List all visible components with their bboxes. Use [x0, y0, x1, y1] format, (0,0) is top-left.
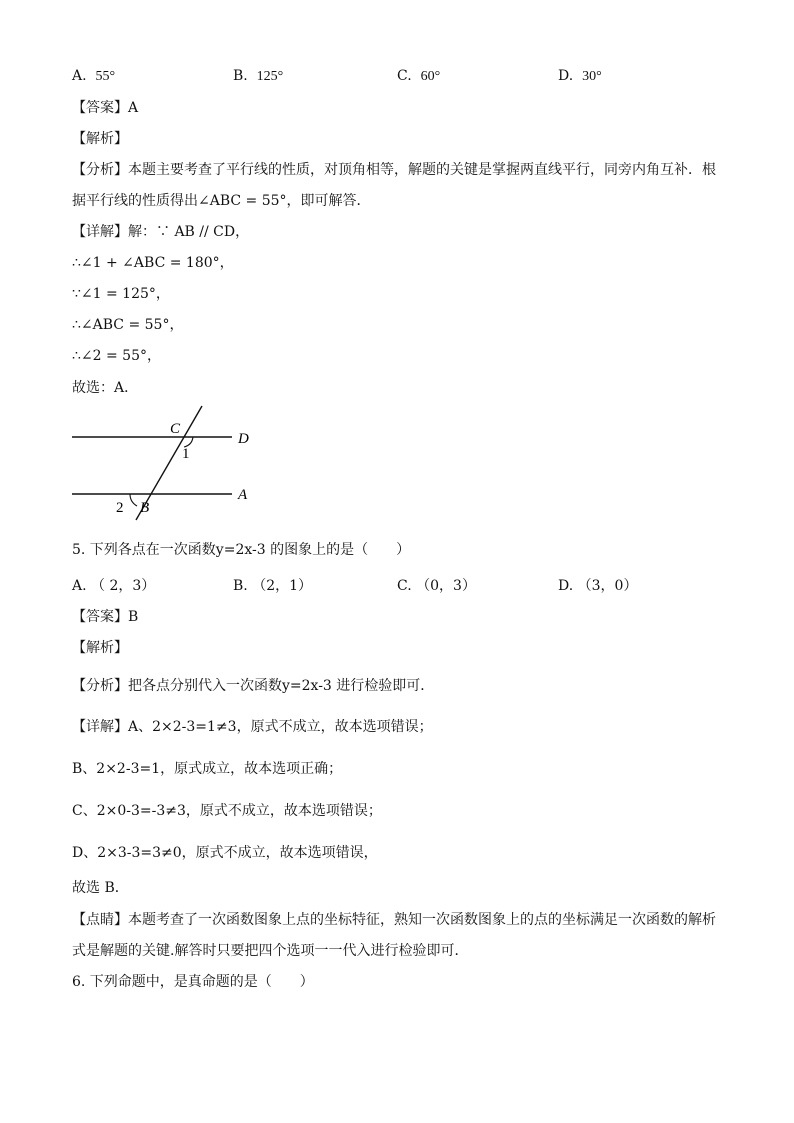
label-c: C	[170, 421, 181, 437]
q4-option-c: C. 60°	[397, 68, 441, 84]
q4-detail-line3: ∵∠1 = 125°，	[72, 286, 170, 302]
q4-detail-line2: ∴∠1 + ∠ABC = 180°，	[72, 255, 234, 271]
label-1: 1	[182, 446, 190, 462]
label-a: A	[238, 487, 248, 503]
q4-answer: 【答案】A	[72, 100, 139, 116]
q5-option-a: A. （ 2，3）	[72, 578, 156, 594]
q5-answer: 【答案】B	[72, 609, 139, 625]
q4-choose: 故选：A．	[72, 380, 139, 396]
label-b: B	[140, 500, 150, 516]
q5-dianjing-line2: 式是解题的关键.解答时只要把四个选项一一代入进行检验即可．	[72, 943, 469, 959]
q4-detail-line5: ∴∠2 = 55°，	[72, 348, 161, 364]
angle-2-arc	[130, 494, 137, 506]
parallel-lines-figure	[60, 398, 280, 526]
q5-analysis-title: 【解析】	[72, 640, 128, 656]
q5-detail-d: D、2×3-3=3≠0，原式不成立，故本选项错误，	[72, 845, 378, 861]
q5-detail-c: C、2×0-3=-3≠3，原式不成立，故本选项错误；	[72, 803, 382, 819]
q4-option-a: A. 55°	[72, 68, 116, 84]
q5-question: 5. 下列各点在一次函数y=2x-3 的图象上的是（ ）	[72, 542, 411, 558]
q5-dianjing-line1: 【点睛】本题考查了一次函数图象上点的坐标特征，熟知一次函数图象上的点的坐标满足一次函数的解析	[72, 912, 716, 928]
q4-fenxi-line1: 【分析】本题主要考查了平行线的性质，对顶角相等，解题的关键是掌握两直线平行，同旁内角互补．根	[72, 162, 716, 178]
q5-fenxi: 【分析】把各点分别代入一次函数y=2x-3 进行检验即可．	[72, 678, 435, 694]
q5-detail-b: B、2×2-3=1，原式成立，故本选项正确；	[72, 761, 343, 777]
q4-detail-line4: ∴∠ABC = 55°，	[72, 317, 184, 333]
q4-analysis-title: 【解析】	[72, 131, 128, 147]
q4-fenxi-line2: 据平行线的性质得出∠ABC = 55°，即可解答．	[72, 193, 371, 209]
q4-option-d: D. 30°	[558, 68, 602, 84]
q5-detail-a: 【详解】A、2×2-3=1≠3，原式不成立，故本选项错误；	[72, 719, 433, 735]
q5-option-b: B. （2，1）	[233, 578, 313, 594]
q4-detail-line1: 【详解】解：∵ AB // CD，	[72, 224, 250, 240]
q5-choose: 故选 B．	[72, 880, 129, 896]
q5-option-c: C. （0，3）	[397, 578, 476, 594]
q5-option-d: D. （3，0）	[558, 578, 638, 594]
q6-question: 6. 下列命题中，是真命题的是（ ）	[72, 974, 314, 990]
q4-option-b: B. 125°	[233, 68, 284, 84]
label-2: 2	[116, 500, 124, 516]
label-d: D	[238, 431, 249, 447]
